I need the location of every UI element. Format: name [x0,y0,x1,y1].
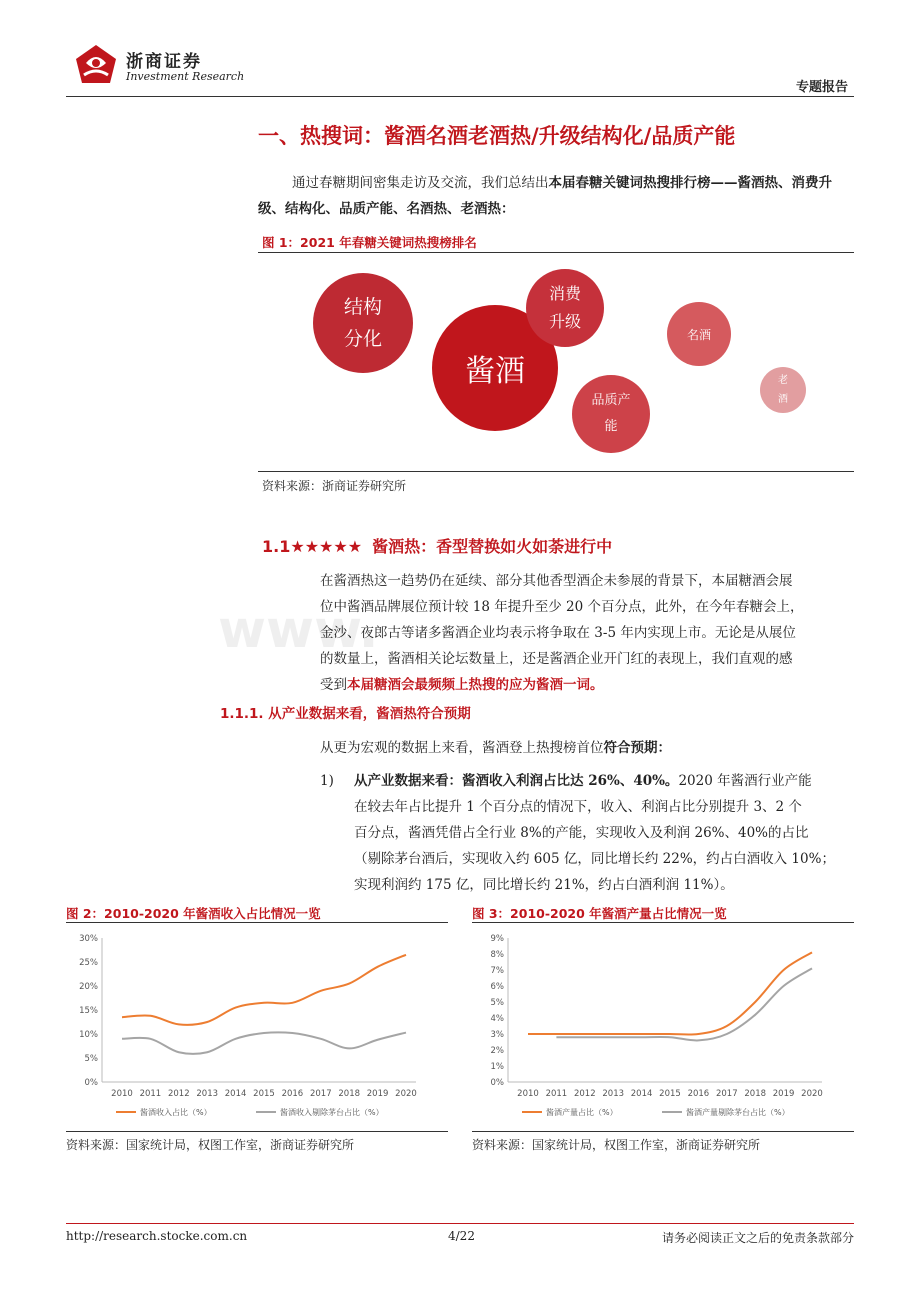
y-tick-label: 10% [79,1030,98,1040]
y-tick-label: 9% [490,934,504,944]
paragraph-line: 位中酱酒品牌展位预计较 18 年提升至少 20 个百分点，此外，在今年春糖会上， [320,599,804,615]
highlight-text: 本届糖酒会最频频上热搜的应为酱酒一词。 [347,677,604,693]
x-tick-label: 2019 [366,1089,389,1099]
x-tick-label: 2011 [139,1089,162,1099]
legend-label: 酱酒收入占比（%） [140,1108,212,1117]
figure-1-source: 资料来源：浙商证券研究所 [262,479,407,493]
x-tick-label: 2015 [659,1089,681,1099]
section-intro [258,170,858,222]
figure-1-top-rule [258,252,854,253]
x-tick-label: 2019 [772,1089,795,1099]
footer-divider [66,1223,854,1224]
subsubsection-intro: 从更为宏观的数据上来看，酱酒登上热搜榜首位符合预期： [320,740,671,756]
x-tick-label: 2018 [744,1089,767,1099]
bubble-famous-liquor: 名酒 [667,302,731,366]
list-item-number: 1) [320,773,334,789]
y-tick-label: 2% [490,1046,504,1056]
y-tick-label: 6% [490,982,504,992]
bubble-jiangjiu: 酱酒 [432,305,558,431]
list-item-body: 从产业数据来看：酱酒收入利润占比达 26%、40%。2020 年酱酒行业产能 在较去年占比提升 1 个百分点的情况下，收入、利润占比分别提升 3、2 个 百分点，酱酒凭借占全行业 8%的产能，实现收入及利润 26%、40%的占比 （剔除茅台酒后，实现收入约 605 亿，同比增长约 22%，约占白酒收入 10%； 实现利润约 175 亿，同比增长约 21%，约占白酒利润 11%）。 [354,773,835,893]
legend-label: 酱酒收入剔除茅台占比（%） [280,1108,384,1117]
subsubsection-heading: 1.1.1. 从产业数据来看，酱酒热符合预期 [220,706,471,722]
logo-icon [72,43,120,87]
brand-name: 浙商证券 [126,52,202,72]
subsection-title: 酱酒热：香型替换如火如荼进行中 [372,537,613,556]
bubble-consumption-upgrade: 消费 升级 [526,269,604,347]
figure-3-title: 图 3：2010-2020 年酱酒产量占比情况一览 [472,906,727,921]
y-tick-label: 3% [490,1030,504,1040]
intro-text: 通过春糖期间密集走访及交流，我们总结出 [292,175,549,191]
footer-url[interactable]: http://research.stocke.com.cn [66,1229,248,1243]
x-tick-label: 2018 [338,1089,361,1099]
x-tick-label: 2013 [196,1089,219,1099]
series-line-1 [528,952,812,1034]
y-tick-label: 5% [84,1054,98,1064]
figure-2-title: 图 2：2010-2020 年酱酒收入占比情况一览 [66,906,321,921]
intro-bold: 本届春糖关键词热搜排行榜——酱酒热、消费升级、结构化、品质产能、名酒热、老酒热： [258,175,832,217]
y-tick-label: 7% [490,966,504,976]
list-item-bold: 从产业数据来看：酱酒收入利润占比达 26%、40%。 [354,773,679,789]
y-tick-label: 20% [79,982,98,992]
paragraph-line: 金沙、夜郎古等诸多酱酒企业均表示将争取在 3-5 年内实现上市。无论是从展位 [320,625,796,641]
x-tick-label: 2013 [602,1089,625,1099]
x-tick-label: 2017 [715,1089,738,1099]
logo [72,43,120,87]
rating-stars: ★★★★★ [290,537,363,556]
y-tick-label: 15% [79,1006,98,1016]
subsection-paragraph [320,568,860,698]
section-heading: 一、热搜词：酱酒名酒老酒热/升级结构化/品质产能 [258,124,736,148]
bubble-aged-liquor: 老 酒 [760,367,806,413]
subsection-number: 1.1 [262,537,291,556]
paragraph-line: 在酱酒热这一趋势仍在延续、部分其他香型酒企未参展的背景下，本届糖酒会展 [320,573,793,589]
chart-output-share [472,926,854,1126]
x-tick-label: 2012 [167,1089,190,1099]
watermark: www. [218,600,379,660]
subsection-heading [262,534,612,557]
series-line-1 [122,955,406,1025]
legend-label: 酱酒产量剔除茅台占比（%） [686,1108,790,1117]
paragraph-line: 的数量上，酱酒相关论坛数量上，还是酱酒企业开门红的表现上，我们直观的感 [320,651,793,667]
figure-2-top-rule [66,922,448,923]
bubble-structure: 结构 分化 [313,273,413,373]
bubble-quality-capacity: 品质产 能 [572,375,650,453]
header-divider [66,96,854,97]
x-tick-label: 2016 [281,1089,304,1099]
paragraph-line: 受到本届糖酒会最频频上热搜的应为酱酒一词。 [320,677,604,693]
y-tick-label: 0% [490,1078,504,1088]
y-tick-label: 30% [79,934,98,944]
figure-1-title: 图 1：2021 年春糖关键词热搜榜排名 [262,235,477,250]
x-tick-label: 2017 [309,1089,332,1099]
x-tick-label: 2012 [573,1089,596,1099]
y-tick-label: 8% [490,950,504,960]
footer-disclaimer: 请务必阅读正文之后的免责条款部分 [661,1231,854,1245]
page-number: 4/22 [448,1229,475,1243]
chart-revenue-share [66,926,448,1126]
y-tick-label: 4% [490,1014,504,1024]
intro-bold-2: 符合预期： [603,740,671,756]
x-tick-label: 2010 [111,1089,133,1099]
x-tick-label: 2015 [253,1089,275,1099]
y-tick-label: 25% [79,958,98,968]
x-tick-label: 2010 [517,1089,539,1099]
x-tick-label: 2016 [687,1089,710,1099]
report-type: 专题报告 [795,80,848,95]
x-tick-label: 2011 [545,1089,568,1099]
figure-2-source: 资料来源：国家统计局，权图工作室，浙商证券研究所 [66,1138,355,1152]
figure-1-bottom-rule [258,471,854,472]
y-tick-label: 0% [84,1078,98,1088]
brand-subtitle: Investment Research [126,70,245,83]
x-tick-label: 2014 [224,1089,247,1099]
y-tick-label: 1% [490,1062,504,1072]
figure-2-bottom-rule [66,1131,448,1132]
y-tick-label: 5% [490,998,504,1008]
series-line-2 [122,1032,406,1054]
x-tick-label: 2020 [801,1089,823,1099]
figure-3-top-rule [472,922,854,923]
legend-label: 酱酒产量占比（%） [546,1108,618,1117]
x-tick-label: 2014 [630,1089,653,1099]
x-tick-label: 2020 [395,1089,417,1099]
figure-3-bottom-rule [472,1131,854,1132]
figure-3-source: 资料来源：国家统计局，权图工作室，浙商证券研究所 [472,1138,761,1152]
